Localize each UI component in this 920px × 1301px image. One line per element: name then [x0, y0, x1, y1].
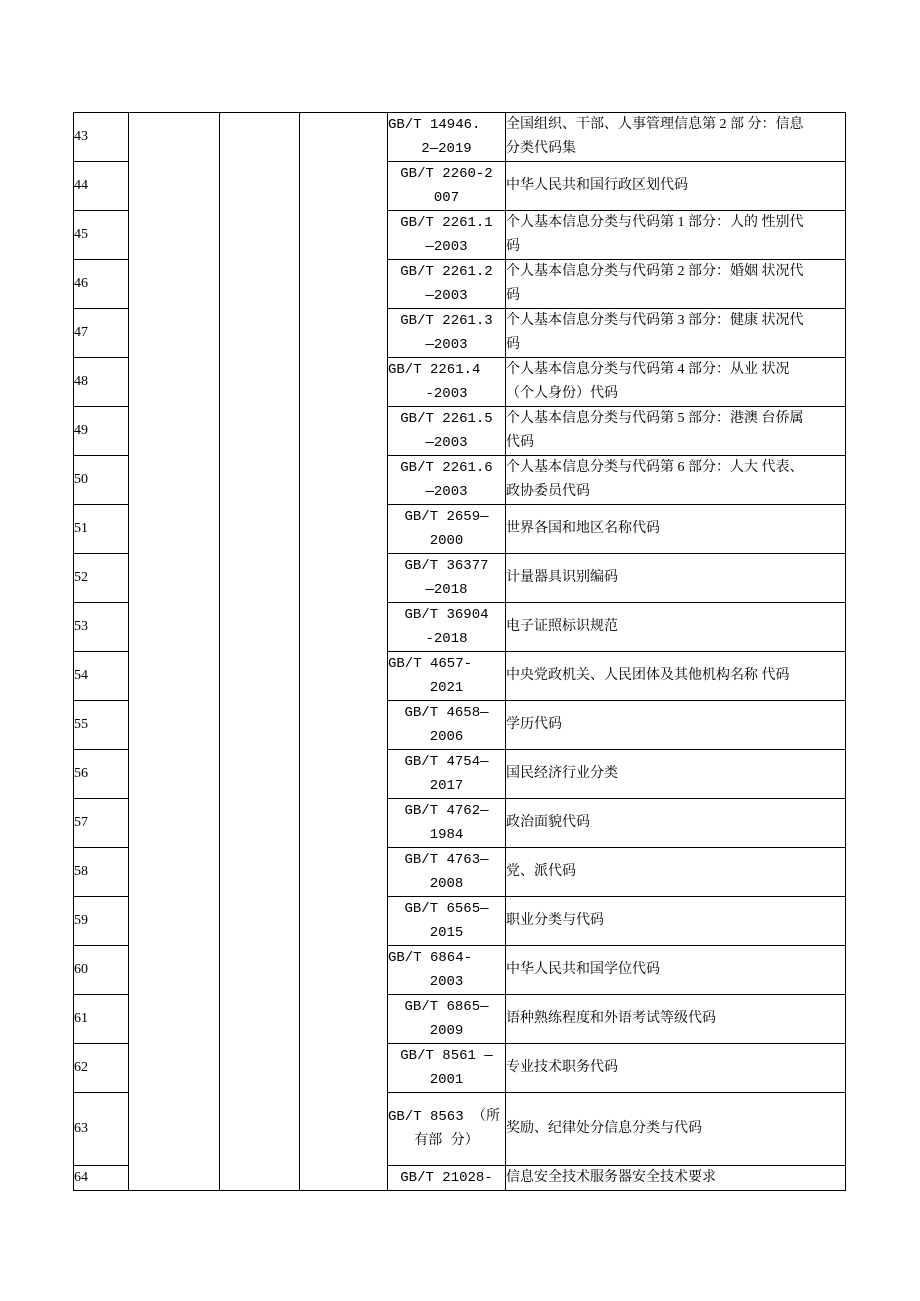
standard-code-line-2: —2003: [425, 484, 468, 500]
standard-name: 中华人民共和国行政区划代码: [506, 162, 846, 211]
standard-code-line-1: GB/T 14946.: [388, 117, 481, 133]
standard-code-line-2: -2003: [425, 386, 468, 402]
standard-code-line-2: -2018: [425, 631, 468, 647]
standard-name: 语种熟练程度和外语考试等级代码: [506, 995, 846, 1044]
standard-name: 全国组织、干部、人事管理信息第 2 部 分：信息 分类代码集: [506, 113, 846, 162]
standard-code-line-2: 有部 分）: [414, 1133, 479, 1149]
standard-name: 学历代码: [506, 701, 846, 750]
standard-code-line-1: GB/T 2260-2: [400, 166, 493, 182]
standard-code-line-1: GB/T 2261.3: [400, 313, 493, 329]
standard-name: 中华人民共和国学位代码: [506, 946, 846, 995]
standard-code-line-2: 2001: [429, 1072, 464, 1088]
standard-code-line-1: GB/T 8563 （所: [388, 1109, 501, 1125]
standard-code-line-2: 2006: [429, 729, 464, 745]
standard-code-line-2: —2003: [425, 288, 468, 304]
standard-code-line-1: GB/T 2261.4: [388, 362, 481, 378]
standard-name: 政治面貌代码: [506, 799, 846, 848]
standard-name: 个人基本信息分类与代码第 1 部分：人的 性别代 码: [506, 211, 846, 260]
standard-code-line-1: GB/T 6865—: [404, 999, 489, 1015]
standard-code-line-1: GB/T 21028-: [400, 1170, 493, 1186]
standard-code-line-2: 2015: [429, 925, 464, 941]
row-number: 58: [74, 848, 129, 897]
standard-code-line-2: 2003: [429, 974, 464, 990]
standard-code-cell: [388, 162, 506, 211]
standard-code-cell: [388, 456, 506, 505]
merged-blank-cell-col2: [129, 113, 220, 1191]
standard-code-cell: [388, 211, 506, 260]
standard-code-line-1: GB/T 4763—: [404, 852, 489, 868]
row-number: 47: [74, 309, 129, 358]
standard-name: 职业分类与代码: [506, 897, 846, 946]
standard-code-line-2: 2009: [429, 1023, 464, 1039]
row-number: 56: [74, 750, 129, 799]
standard-code-cell: [388, 946, 506, 995]
row-number: 62: [74, 1044, 129, 1093]
row-number: 49: [74, 407, 129, 456]
standard-code-cell: [388, 603, 506, 652]
row-number: 60: [74, 946, 129, 995]
standard-code-cell: [388, 1093, 506, 1166]
standard-name: 个人基本信息分类与代码第 5 部分：港澳 台侨属 代码: [506, 407, 846, 456]
merged-blank-cell-col4: [300, 113, 388, 1191]
row-number: 46: [74, 260, 129, 309]
standard-code-line-1: GB/T 2261.6: [400, 460, 493, 476]
standard-name: 世界各国和地区名称代码: [506, 505, 846, 554]
standard-name: 个人基本信息分类与代码第 2 部分：婚姻 状况代 码: [506, 260, 846, 309]
standard-code-line-2: 007: [433, 190, 460, 206]
standard-name: 个人基本信息分类与代码第 3 部分：健康 状况代 码: [506, 309, 846, 358]
standard-code-cell: [388, 750, 506, 799]
standard-code-line-2: —2003: [425, 337, 468, 353]
standard-code-line-2: 2017: [429, 778, 464, 794]
row-number: 45: [74, 211, 129, 260]
standard-code-cell: [388, 995, 506, 1044]
standard-code-line-1: GB/T 8561 —: [400, 1048, 493, 1064]
standard-code-cell: [388, 897, 506, 946]
standard-code-cell: [388, 309, 506, 358]
standard-code-line-2: 2000: [429, 533, 464, 549]
row-number: 51: [74, 505, 129, 554]
standard-code-cell: [388, 799, 506, 848]
standard-code-cell: [388, 1044, 506, 1093]
standard-code-cell: [388, 358, 506, 407]
standard-name: 奖励、纪律处分信息分类与代码: [506, 1093, 846, 1166]
standard-code-line-1: GB/T 2659—: [404, 509, 489, 525]
row-number: 53: [74, 603, 129, 652]
standard-code-line-1: GB/T 4657-: [388, 656, 473, 672]
row-number: 54: [74, 652, 129, 701]
table-row: [74, 113, 846, 162]
row-number: 61: [74, 995, 129, 1044]
row-number: 64: [74, 1166, 129, 1191]
standard-code-cell: [388, 260, 506, 309]
standard-code-cell: [388, 652, 506, 701]
standard-name: 个人基本信息分类与代码第 6 部分：人大 代表、 政协委员代码: [506, 456, 846, 505]
standard-code-cell: [388, 848, 506, 897]
row-number: 55: [74, 701, 129, 750]
row-number: 48: [74, 358, 129, 407]
merged-blank-cell-col3: [220, 113, 300, 1191]
row-number: 44: [74, 162, 129, 211]
standard-name: 中央党政机关、人民团体及其他机构名称 代码: [506, 652, 846, 701]
row-number: 52: [74, 554, 129, 603]
standard-code-line-1: GB/T 36904: [404, 607, 489, 623]
standard-code-line-1: GB/T 6864-: [388, 950, 473, 966]
standard-code-cell: [388, 407, 506, 456]
row-number: 59: [74, 897, 129, 946]
standard-code-line-2: —2003: [425, 435, 468, 451]
row-number: 43: [74, 113, 129, 162]
standard-code-line-1: GB/T 36377: [404, 558, 489, 574]
standard-name: 个人基本信息分类与代码第 4 部分：从业 状况 （个人身份）代码: [506, 358, 846, 407]
standard-code-line-1: GB/T 2261.1: [400, 215, 493, 231]
standard-code-line-2: 1984: [429, 827, 464, 843]
standard-code-cell: [388, 1166, 506, 1191]
standard-code-line-1: GB/T 2261.2: [400, 264, 493, 280]
row-number: 50: [74, 456, 129, 505]
standard-code-line-1: GB/T 6565—: [404, 901, 489, 917]
standard-code-line-2: —2003: [425, 239, 468, 255]
standard-code-line-1: GB/T 4754—: [404, 754, 489, 770]
standard-code-line-2: 2—2019: [421, 141, 472, 157]
standard-code-line-1: GB/T 4658—: [404, 705, 489, 721]
standard-code-line-1: GB/T 2261.5: [400, 411, 493, 427]
row-number: 57: [74, 799, 129, 848]
standard-code-cell: [388, 701, 506, 750]
standard-code-line-2: —2018: [425, 582, 468, 598]
standard-name: 专业技术职务代码: [506, 1044, 846, 1093]
standard-name: 信息安全技术服务器安全技术要求: [506, 1166, 846, 1191]
standard-name: 计量器具识别编码: [506, 554, 846, 603]
standard-code-cell: [388, 554, 506, 603]
standards-table: [73, 112, 846, 1191]
standard-code-line-1: GB/T 4762—: [404, 803, 489, 819]
row-number: 63: [74, 1093, 129, 1166]
standard-code-cell: [388, 505, 506, 554]
standard-code-line-2: 2008: [429, 876, 464, 892]
standard-code-line-2: 2021: [429, 680, 464, 696]
standard-name: 党、派代码: [506, 848, 846, 897]
standard-name: 电子证照标识规范: [506, 603, 846, 652]
standard-name: 国民经济行业分类: [506, 750, 846, 799]
standard-code-cell: [388, 113, 506, 162]
